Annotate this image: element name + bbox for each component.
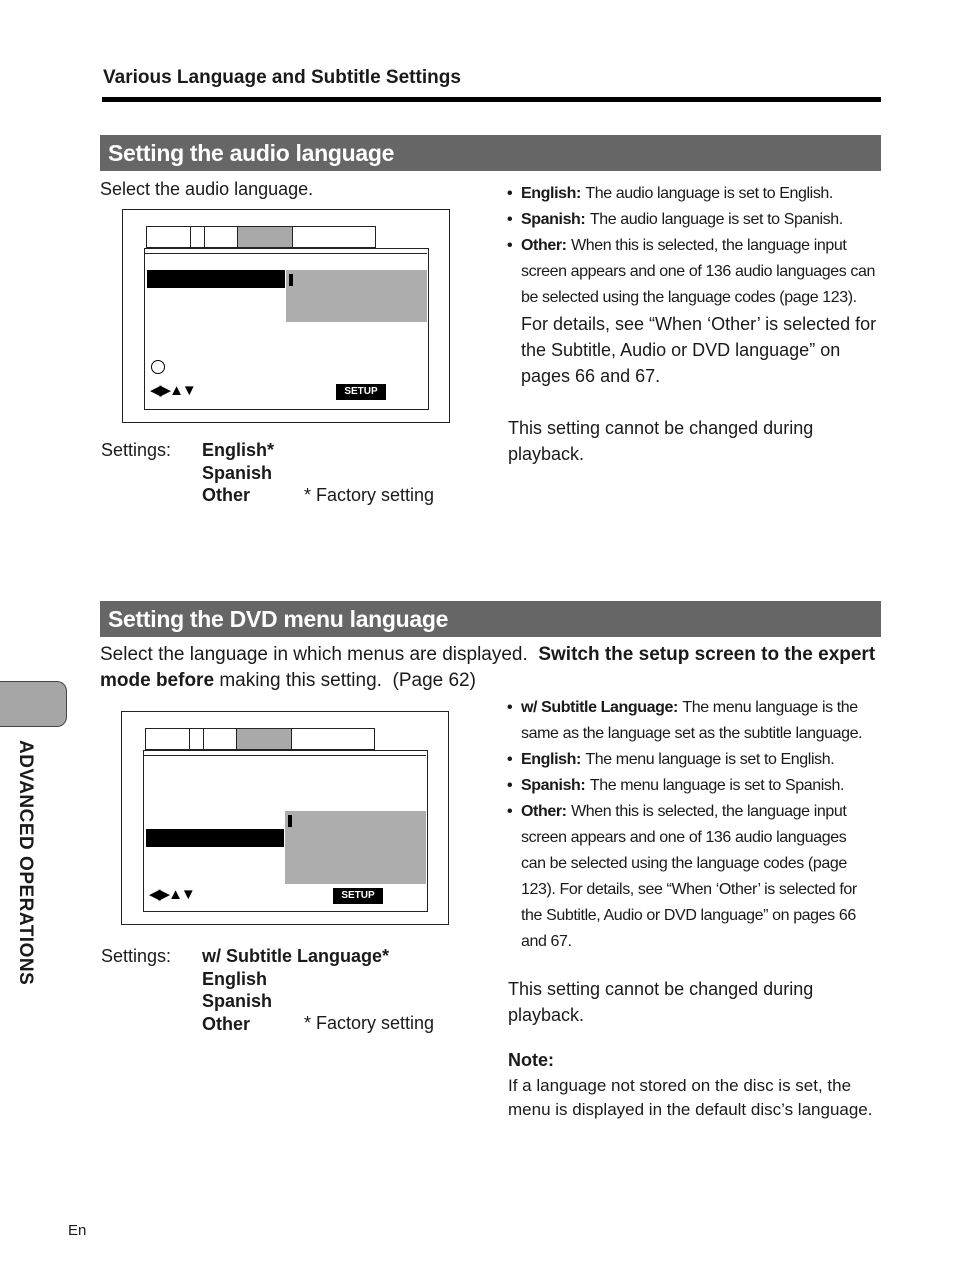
note-title: Note: <box>508 1050 554 1070</box>
audio-intro: Select the audio language. <box>100 179 314 199</box>
audio-setup-screen <box>122 209 450 423</box>
description: When this is selected, the language input screen appears and one of 136 audio languages can be selected using the language codes (page 123). <box>521 237 876 306</box>
menu-cannot-change-note: This setting cannot be changed during playback. <box>508 979 814 1025</box>
audio-section-heading: Setting the audio language <box>100 135 881 171</box>
description: The menu language is the same as the language set as the subtitle language. <box>521 699 863 742</box>
menu-option-english: • English: The menu language is set to English. <box>507 751 835 768</box>
audio-setting-other: Other <box>202 485 251 505</box>
menu-factory-note: * Factory setting <box>304 1013 435 1033</box>
side-section-label <box>14 740 36 1005</box>
description: The audio language is set to Spanish. <box>589 211 843 228</box>
menu-section-heading: Setting the DVD menu language <box>100 601 881 637</box>
page-language-marker: En <box>68 1222 87 1239</box>
screen-tab-active <box>237 226 294 248</box>
screen-tab <box>203 728 238 750</box>
audio-screen-body <box>144 248 429 410</box>
screen-tab <box>340 226 376 248</box>
note-text: If a language not stored on the disc is set, the menu is displayed in the default disc’s language. <box>508 1076 873 1119</box>
menu-intro-part1: Select the language in which menus are displayed. <box>100 644 528 665</box>
menu-option-spanish: • Spanish: The menu language is set to Spanish. <box>507 777 845 794</box>
menu-intro-bold: Switch the setup screen to the expert mode before <box>100 644 876 691</box>
audio-other-details: For details, see “When ‘Other’ is selected for the Subtitle, Audio or DVD language” on pages 66 and 67. <box>521 314 877 386</box>
term: English: <box>521 751 581 768</box>
screen-tab <box>204 226 239 248</box>
audio-settings-list <box>202 439 274 507</box>
term: Other: <box>521 803 567 820</box>
audio-cannot-change-note: This setting cannot be changed during playback. <box>508 418 814 464</box>
screen-tab-active <box>236 728 293 750</box>
term: w/ Subtitle Language: <box>521 699 678 716</box>
cursor-icon <box>288 815 292 827</box>
description: The menu language is set to Spanish. <box>589 777 845 794</box>
setup-badge: SETUP <box>336 384 386 400</box>
highlight-row <box>147 270 285 288</box>
description: The audio language is set to English. <box>585 185 833 202</box>
menu-screen-frame <box>143 728 428 912</box>
menu-setting-other: Other <box>202 1013 251 1034</box>
page-header-title: Various Language and Subtitle Settings <box>103 67 461 88</box>
screen-tab <box>292 226 342 248</box>
circle-icon <box>151 360 165 374</box>
arrow-keys-icon: ◀▶▲▼ <box>150 382 195 399</box>
description: When this is selected, the language input screen appears and one of 136 audio languages can be selected using the language codes (page 123). For details, see “When ‘Other’ is selected for the Subtitle, Audio or DVD language” on pages 66 and 67. <box>521 803 857 950</box>
menu-intro-part2: making this setting. <box>219 670 382 691</box>
header-rule <box>102 97 881 102</box>
audio-setting-english: English* <box>202 440 275 460</box>
side-section-label-text: ADVANCED OPERATIONS <box>15 740 36 986</box>
audio-screen-frame <box>144 226 429 410</box>
audio-settings-label: Settings: <box>101 440 172 460</box>
options-panel <box>286 270 427 322</box>
menu-screen-body <box>143 750 428 912</box>
audio-option-other: • Other: When this is selected, the language input screen appears and one of 136 audio languages can be selected using the language codes (page 123). <box>507 237 876 306</box>
audio-setting-spanish: Spanish <box>202 462 273 483</box>
description: The menu language is set to English. <box>585 751 835 768</box>
screen-tab <box>146 226 192 248</box>
menu-options-list <box>507 695 875 955</box>
term: English: <box>521 185 581 202</box>
highlight-row <box>146 829 284 847</box>
options-panel <box>285 811 426 884</box>
menu-intro <box>100 642 878 694</box>
cursor-icon <box>289 274 293 286</box>
section-side-tab <box>0 681 67 727</box>
audio-option-spanish: • Spanish: The audio language is set to Spanish. <box>507 211 843 228</box>
screen-tab <box>339 728 375 750</box>
arrow-keys-icon: ◀▶▲▼ <box>149 886 194 903</box>
audio-factory-note: * Factory setting <box>304 485 435 505</box>
menu-setting-english: English <box>202 968 268 989</box>
audio-option-english: • English: The audio language is set to English. <box>507 185 833 202</box>
menu-option-other: • Other: When this is selected, the language input screen appears and one of 136 audio languages can be selected using the language codes (page 123). For details, see “When ‘Other’ is selected for the Subtitle, Audio or DVD language” on pages 66 and 67. <box>507 803 857 950</box>
menu-setup-screen <box>121 711 449 925</box>
menu-option-subtitle: • w/ Subtitle Language: The menu language is the same as the language set as the subtitle language. <box>507 699 863 742</box>
setup-badge: SETUP <box>333 888 383 904</box>
term: Other: <box>521 237 567 254</box>
screen-tab <box>291 728 341 750</box>
audio-options-list <box>507 181 879 389</box>
screen-tab <box>145 728 191 750</box>
menu-intro-page: (Page 62) <box>392 670 476 691</box>
term: Spanish: <box>521 777 586 794</box>
menu-settings-label: Settings: <box>101 946 172 966</box>
term: Spanish: <box>521 211 586 228</box>
menu-setting-subtitle: w/ Subtitle Language* <box>202 946 390 966</box>
menu-setting-spanish: Spanish <box>202 991 273 1011</box>
